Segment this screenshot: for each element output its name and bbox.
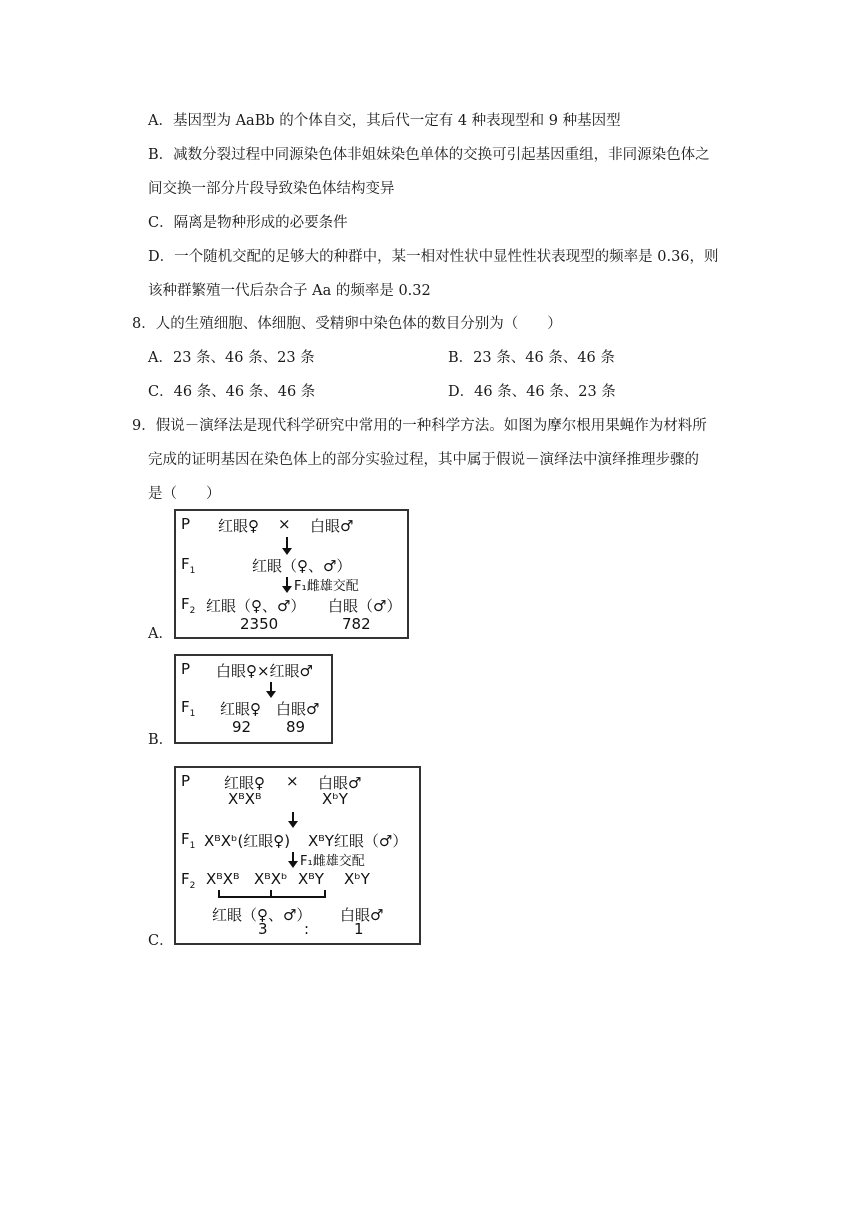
fig-a-n-white: 782 — [342, 615, 371, 633]
fig-c-white: 白眼♂ — [340, 906, 384, 924]
q9-stem-line2: 完成的证明基因在染色体上的部分实验过程，其中属于假说－演绎法中演绎推理步骤的 — [148, 452, 699, 468]
fig-a-p: P — [181, 515, 191, 533]
bracket-line — [218, 890, 326, 898]
fig-a-f2-red: 红眼（♀、♂） — [206, 597, 306, 615]
fig-c-f1-female: XᴮXᵇ(红眼♀) — [204, 832, 291, 850]
q8-stem: 8．人的生殖细胞、体细胞、受精卵中染色体的数目分别为（ ） — [132, 316, 562, 332]
fig-c-g2: XᴮXᵇ — [254, 870, 288, 888]
figure-b — [174, 654, 333, 744]
figure-a — [174, 509, 409, 639]
fig-c-f2: $F_2$ — [181, 870, 196, 891]
fig-a-cross: × — [278, 515, 291, 533]
fig-b-f1-female: 红眼♀ — [220, 700, 261, 718]
q7-option-a: A．基因型为 AaBb 的个体自交，其后代一定有 4 种表现型和 9 种基因型 — [148, 113, 621, 129]
arrow-down-icon — [286, 537, 288, 549]
q8-option-b: B．23 条、46 条、46 条 — [448, 350, 615, 366]
q9-stem-line1: 9．假说－演绎法是现代科学研究中常用的一种科学方法。如图为摩尔根用果蝇作为材料所 — [132, 418, 707, 434]
fig-c-red: 红眼（♀、♂） — [212, 906, 312, 924]
q7-option-c: C．隔离是物种形成的必要条件 — [148, 215, 348, 231]
q9-label-c: C． — [148, 933, 174, 949]
figure-c — [174, 766, 421, 945]
fig-c-mating: F₁雌雄交配 — [300, 854, 365, 869]
fig-b-f1: $F_1$ — [181, 698, 196, 719]
fig-a-f1-pheno: 红眼（♀、♂） — [252, 557, 352, 575]
fig-b-n-male: 89 — [286, 718, 306, 736]
fig-c-g4: XᵇY — [344, 870, 370, 888]
arrow-down-icon — [286, 577, 288, 587]
fig-c-g1: XᴮXᴮ — [206, 870, 240, 888]
fig-b-f1-male: 白眼♂ — [276, 700, 320, 718]
fig-c-p: P — [181, 772, 191, 790]
bracket-tick — [270, 890, 272, 896]
fig-b-p: P — [181, 660, 191, 678]
q8-option-d: D．46 条、46 条、23 条 — [448, 384, 616, 400]
fig-a-f2-white: 白眼（♂） — [328, 597, 402, 615]
q7-option-b-line2: 间交换一部分片段导致染色体结构变异 — [148, 181, 395, 197]
fig-a-p-male: 白眼♂ — [310, 517, 354, 535]
fig-a-f2: $F_2$ — [181, 595, 196, 616]
q7-option-b-line1: B．减数分裂过程中同源染色体非姐妹染色单体的交换可引起基因重组，非同源染色体之 — [148, 147, 710, 163]
fig-c-p-female: 红眼♀ — [224, 774, 265, 792]
q9-label-a: A． — [148, 626, 173, 642]
fig-a-n-red: 2350 — [240, 615, 279, 633]
fig-c-g3: XᴮY — [298, 870, 324, 888]
fig-c-p-male: 白眼♂ — [318, 774, 362, 792]
q9-stem-line3: 是（ ） — [148, 486, 221, 502]
q7-option-d-line2: 该种群繁殖一代后杂合子 Aa 的频率是 0.32 — [148, 283, 431, 299]
fig-c-p-male-geno: XᵇY — [322, 790, 348, 808]
fig-c-r3: 3 — [258, 920, 268, 938]
q8-option-a: A．23 条、46 条、23 条 — [148, 350, 315, 366]
fig-a-mating: F₁雌雄交配 — [294, 579, 359, 594]
arrow-down-icon — [292, 812, 294, 822]
fig-c-p-female-geno: XᴮXᴮ — [228, 790, 262, 808]
q7-option-d-line1: D．一个随机交配的足够大的种群中，某一相对性状中显性性状表现型的频率是 0.36，则 — [148, 249, 719, 265]
q9-label-b: B． — [148, 732, 174, 748]
arrow-down-icon — [270, 682, 272, 692]
fig-a-f1: $F_1$ — [181, 555, 196, 576]
fig-b-parents: 白眼♀×红眼♂ — [216, 662, 314, 680]
fig-b-n-female: 92 — [232, 718, 252, 736]
q8-option-c: C．46 条、46 条、46 条 — [148, 384, 316, 400]
fig-c-f1: $F_1$ — [181, 830, 196, 851]
fig-c-r1: 1 — [354, 920, 364, 938]
fig-c-colon: : — [304, 920, 310, 938]
fig-a-p-female: 红眼♀ — [218, 517, 259, 535]
arrow-down-icon — [292, 852, 294, 862]
fig-c-cross: × — [286, 772, 299, 790]
fig-c-f1-male: XᴮY红眼（♂） — [308, 832, 408, 850]
